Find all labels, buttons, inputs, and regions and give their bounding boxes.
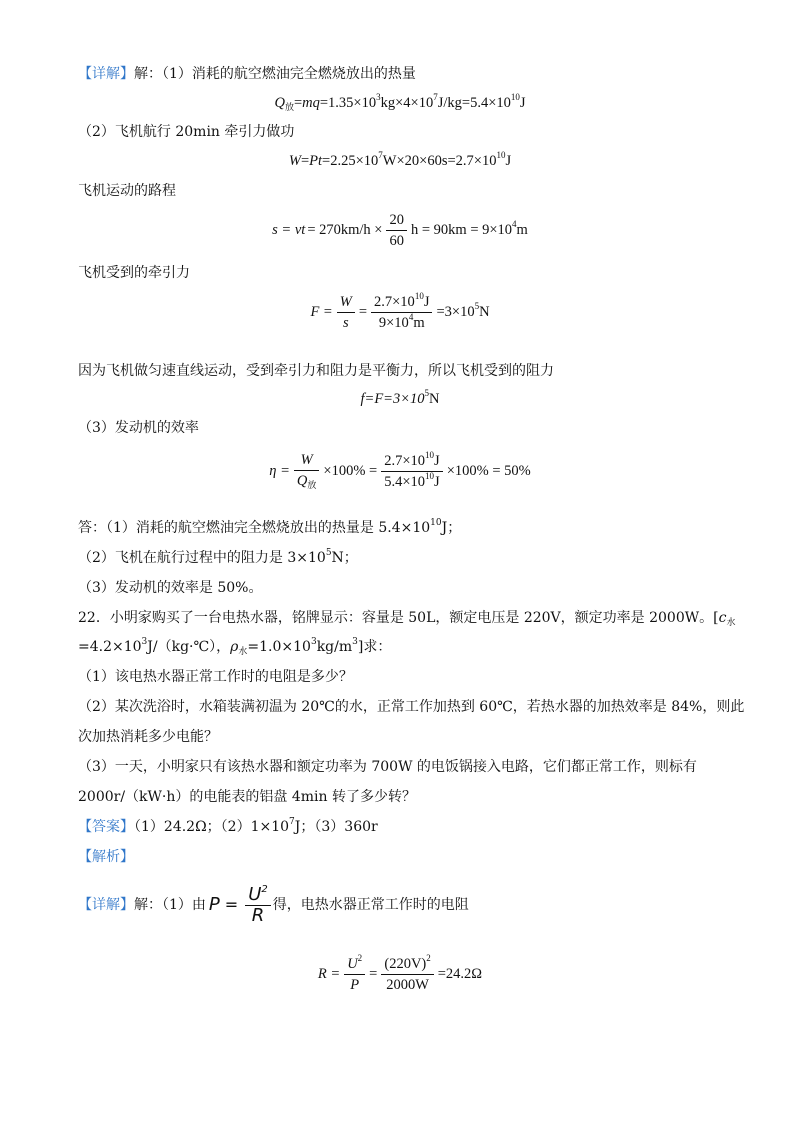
detail-label: 【详解】 — [78, 66, 134, 82]
part2-heading: （2）飞机航行 20min 牵引力做功 — [78, 124, 295, 140]
analysis-label: 【解析】 — [78, 849, 134, 865]
detail-heading-1 — [78, 64, 416, 84]
answer-3: （3）发动机的效率是 50%。 — [78, 580, 263, 596]
q22-part2b: 次加热消耗多少电能？ — [78, 729, 218, 745]
route-label: 飞机运动的路程 — [78, 183, 176, 199]
answer-1: 答：（1）消耗的航空燃油完全燃烧放出的热量是 $5.4\times 10^{10}J$； — [78, 518, 462, 536]
detail-text: 解：（1）消耗的航空燃油完全燃烧放出的热量 — [134, 66, 416, 82]
answer-22: 【答案】（1）24.2Ω；$(2)1\times 10^7J$；（3）360r — [78, 817, 378, 835]
balance-text: 因为飞机做匀速直线运动，受到牵引力和阻力是平衡力，所以飞机受到的阻力 — [78, 363, 554, 379]
q22-part3a: （3）一天，小明家只有该热水器和额定功率为 700W 的电饭锅接入电路，它们都正常工作，则标有 — [78, 759, 697, 775]
equation-work: $W=Pt=2.25\times 10^7W\times 20\times 60s=2.7\times 10^{10}J$ — [288, 150, 512, 169]
q22-part1: （1）该电热水器正常工作时的电阻是多少？ — [78, 669, 353, 685]
equation-heat: $Q_放=mq=1.35\times 10^3kg\times 4\times 10^7J/kg=5.4\times 10^{10}J$ — [274, 92, 526, 112]
answer-label: 【答案】 — [78, 819, 134, 835]
q22-part2a: （2）某次洗浴时，水箱装满初温为 20℃的水，正常工作加热到 60℃，若热水器的加热效率是 84%，则此 — [78, 699, 745, 715]
answer-2: （2）飞机在航行过程中的阻力是 $3\times 10^5N$； — [78, 548, 358, 566]
detail-heading-2: 【详解】 解：（1）由 P = $\frac{U^2}{R}$ 得，电热水器正常工作时的电阻 — [78, 883, 469, 926]
q22-line1: 22．小明家购买了一台电热水器，铭牌显示：容量是 50L，额定电压是 220V，额定功率是 2000W。[$c_水$ — [78, 610, 736, 628]
equation-resistance: R = $\frac{U^2}{P}$ = $\frac{(220V)^2}{2000W}$ =24.2Ω — [317, 952, 483, 993]
equation-distance: s = vt = 270km/h × $\frac{20}{60}$ $h = 90km = 9\times 10^4m$ — [272, 211, 528, 249]
equation-friction: $f=F=3\times 10^5N$ — [360, 388, 440, 407]
q22-line2: $=4.2\times 10^3J/(kg\cdot℃)$，$\rho_水=1.0\times 10^3kg/m^3$]求： — [78, 637, 392, 657]
force-label: 飞机受到的牵引力 — [78, 265, 190, 281]
equation-efficiency: η = $\frac{W}{Q_放}$ ×100% = $\frac{2.7\times 10^{10}J}{5.4\times 10^{10}J}$ ×100% = 50% — [269, 449, 531, 490]
equation-force: F = $\frac{W}{s}$ = $\frac{2.7\times 10^{10}J}{9\times 10^4m}$ $=3\times 10^5N$ — [310, 290, 490, 331]
part3-heading: （3）发动机的效率 — [78, 420, 199, 436]
q22-part3b: 2000r/（kW·h）的电能表的铝盘 4min 转了多少转？ — [78, 789, 416, 805]
